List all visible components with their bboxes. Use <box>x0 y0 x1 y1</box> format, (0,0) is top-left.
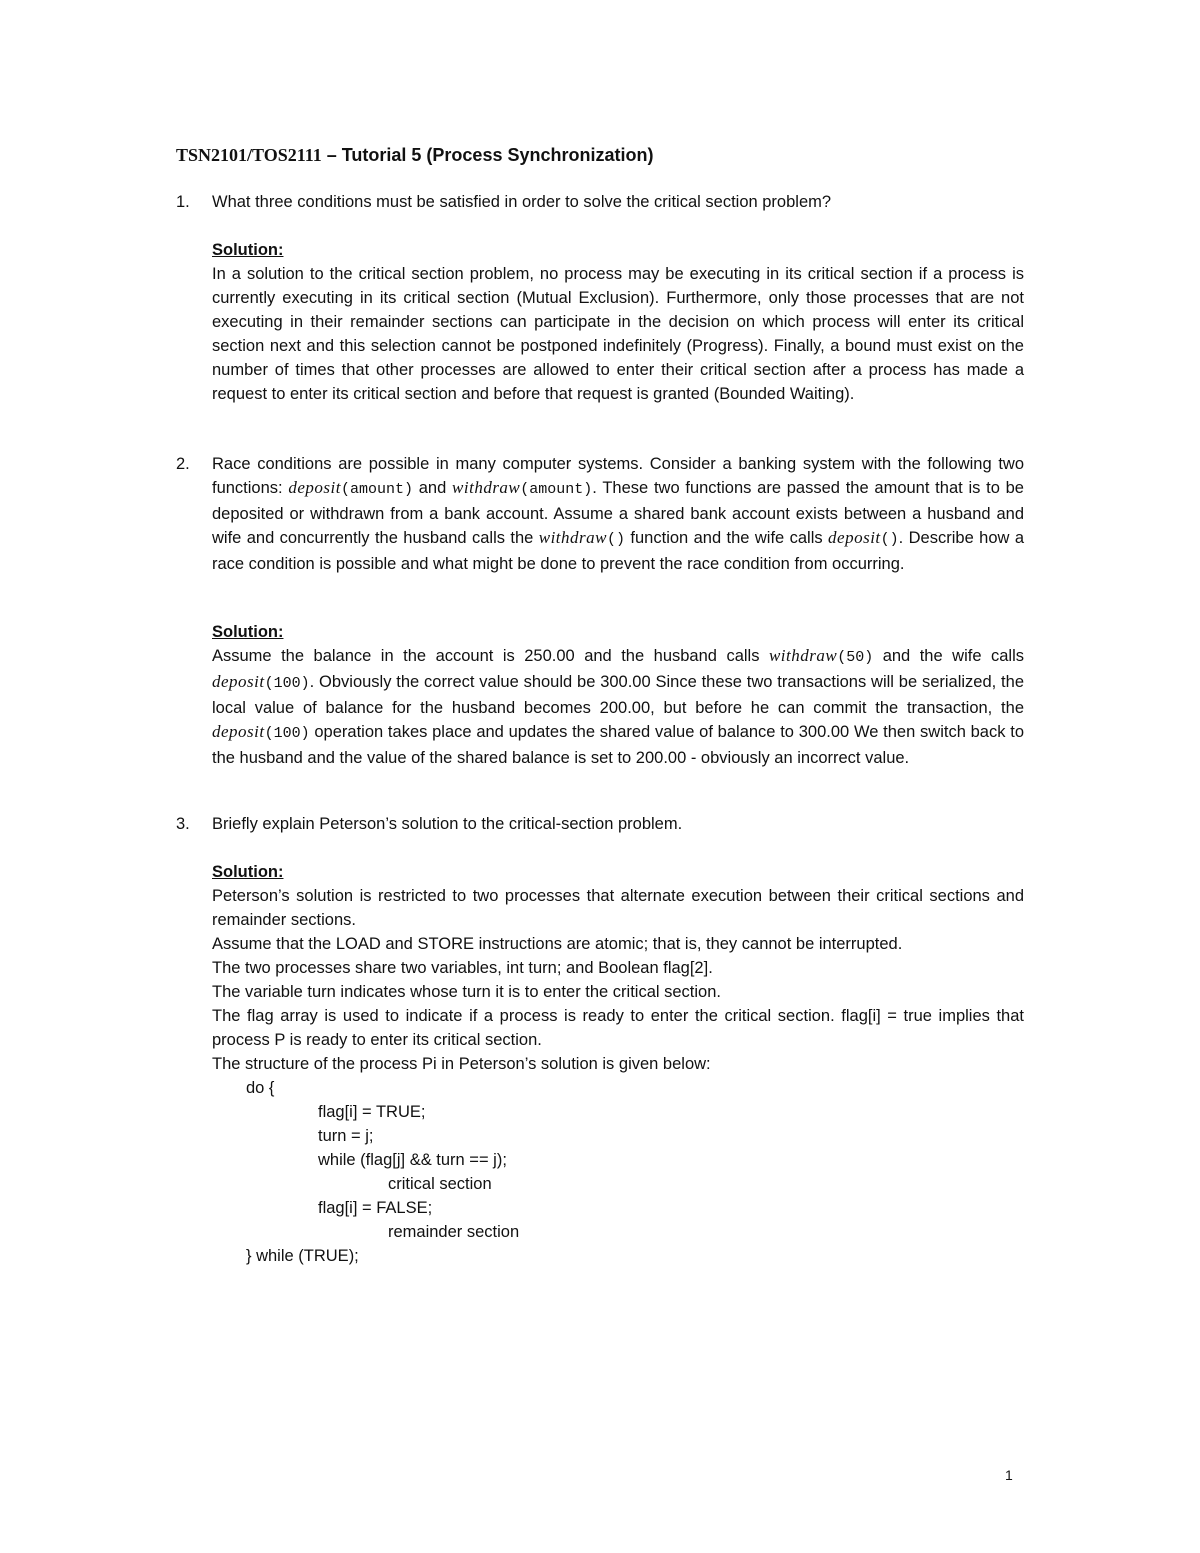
function-args: () <box>880 531 899 548</box>
function-name: deposit <box>288 478 341 497</box>
function-args: () <box>607 531 626 548</box>
solution-line: The structure of the process Pi in Peterson’s solution is given below: <box>212 1055 711 1073</box>
code-line: while (flag[j] && turn == j); <box>318 1151 507 1169</box>
function-args: (amount) <box>340 481 413 498</box>
function-withdraw-call <box>538 528 626 548</box>
question-2 <box>176 452 1024 576</box>
question-number: 1. <box>176 193 190 211</box>
solution-text-part: Assume the balance in the account is 250.00 and the husband calls <box>212 647 769 665</box>
function-args: (100) <box>264 725 310 742</box>
document-title <box>176 142 653 168</box>
solution-line: Assume that the LOAD and STORE instructions are atomic; that is, they cannot be interrupted. <box>212 935 903 953</box>
course-code: TSN2101/TOS2111 <box>176 145 322 165</box>
question-text-part: . Describe how a race condition is possible and what might be done to prevent the race condition from occurring. <box>212 529 1024 573</box>
question-text: What three conditions must be satisfied in order to solve the critical section problem? <box>212 193 832 211</box>
solution-text-part: . Obviously the correct value should be 300.00 Since these two transactions will be serialized, the local value of balance for the husband becomes 200.00, but before he can commit the transaction, the <box>212 673 1024 717</box>
page-number: 1 <box>1005 1467 1013 1483</box>
function-deposit-100 <box>212 722 310 742</box>
solution-3 <box>212 860 1024 1076</box>
question-number: 3. <box>176 815 190 833</box>
code-line: flag[i] = FALSE; <box>318 1199 433 1217</box>
question-text <box>212 452 1024 576</box>
code-line: flag[i] = TRUE; <box>318 1103 426 1121</box>
function-name: withdraw <box>768 646 838 665</box>
question-number: 2. <box>176 455 190 473</box>
function-name: deposit <box>828 528 881 547</box>
function-deposit-call <box>828 528 899 548</box>
code-line: turn = j; <box>318 1127 374 1145</box>
code-line: critical section <box>388 1175 492 1193</box>
code-line: remainder section <box>388 1223 520 1241</box>
solution-text: In a solution to the critical section problem, no process may be executing in its critical section if a process is currently executing in its critical section (Mutual Exclusion). Furthermore, only those processes that are not executing in their remainder sections can participate in the decision on which process will enter its critical section next and this selection cannot be postponed indefinitely (Progress). Finally, a bound must exist on the number of times that other processes are allowed to enter their critical section after a process has made a request to enter its critical section and before that request is granted (Bounded Waiting). <box>212 265 1024 403</box>
solution-heading: Solution: <box>212 863 284 881</box>
code-line: } while (TRUE); <box>246 1247 359 1265</box>
question-text-part: function and the wife calls <box>625 529 829 547</box>
function-name: withdraw <box>538 528 607 547</box>
peterson-code-block <box>212 1076 812 1268</box>
solution-heading: Solution: <box>212 623 284 641</box>
function-args: (amount) <box>520 481 593 498</box>
question-text-part: and <box>413 479 453 497</box>
question-text: Briefly explain Peterson’s solution to the critical-section problem. <box>212 815 683 833</box>
function-args: (100) <box>264 675 310 692</box>
question-1 <box>176 190 1024 214</box>
solution-line: The flag array is used to indicate if a process is ready to enter the critical section. flag[i] = true implies that process P is ready to enter its critical section. <box>212 1007 1024 1049</box>
function-args: (50) <box>837 649 874 666</box>
function-name: deposit <box>212 672 265 691</box>
code-line: do { <box>246 1079 275 1097</box>
function-name: deposit <box>212 722 265 741</box>
solution-line: The two processes share two variables, int turn; and Boolean flag[2]. <box>212 959 713 977</box>
function-withdraw-50 <box>768 646 874 666</box>
solution-line: Peterson’s solution is restricted to two processes that alternate execution between their critical sections and remainder sections. <box>212 887 1024 929</box>
function-withdraw <box>452 478 593 498</box>
solution-heading: Solution: <box>212 241 284 259</box>
function-name: withdraw <box>452 478 521 497</box>
solution-text <box>212 644 1024 770</box>
solution-1 <box>212 238 1024 406</box>
solution-text-part: and the wife calls <box>873 647 1024 665</box>
question-3 <box>176 812 1024 836</box>
solution-2 <box>212 620 1024 770</box>
solution-text-part: operation takes place and updates the shared value of balance to 300.00 We then switch back to the husband and the value of the shared balance is set to 200.00 - obviously an incorrect value. <box>212 723 1024 767</box>
question-text-part: Race conditions are possible in many computer systems. Consider a banking system with the following two functions: <box>212 455 1024 497</box>
function-deposit <box>288 478 413 498</box>
function-deposit-100 <box>212 672 310 692</box>
question-text-part: . These two functions are passed the amount that is to be deposited or withdrawn from a bank account. Assume a shared bank account exists between a husband and wife and concurrently the husband calls the <box>212 479 1024 547</box>
tutorial-title: – Tutorial 5 (Process Synchronization) <box>321 145 654 165</box>
solution-line: The variable turn indicates whose turn it is to enter the critical section. <box>212 983 721 1001</box>
